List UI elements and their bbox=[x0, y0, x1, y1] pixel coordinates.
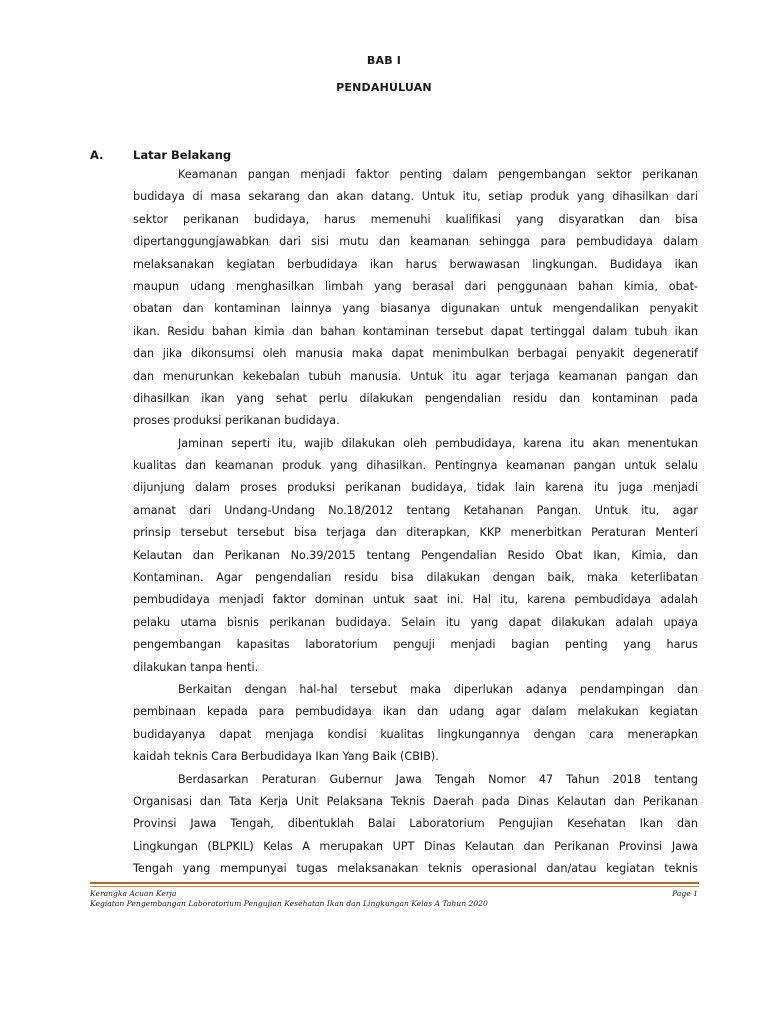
footer-doc-type: Kerangka Acuan Kerja bbox=[90, 889, 177, 898]
text-line: Tengah yang mempunyai tugas melaksanakan teknis operasional dan/atau kegiatan teknis bbox=[133, 862, 698, 876]
text-line: melaksanakan kegiatan berbudidaya ikan harus berwawasan lingkungan. Budidaya ikan bbox=[133, 257, 698, 271]
footer-activity: Kegiatan Pengembangan Laboratorium Pengujian Kesehatan Ikan dan Lingkungan Kelas A Tahun 2020 bbox=[90, 898, 488, 908]
text-line: maupun udang menghasilkan limbah yang berasal dari penggunaan bahan kimia, obat- bbox=[133, 279, 698, 293]
text-line: kaidah teknis Cara Berbudidaya Ikan Yang Baik (CBIB). bbox=[133, 750, 439, 764]
text-line: ikan. Residu bahan kimia dan bahan kontaminan tersebut dapat tertinggal dalam tubuh ikan bbox=[133, 324, 698, 338]
text-line: Keamanan pangan menjadi faktor penting dalam pengembangan sektor perikanan bbox=[178, 168, 698, 181]
text-line: prinsip tersebut tersebut bisa terjaga dan diterapkan, KKP menerbitkan Peraturan Menteri bbox=[133, 526, 698, 540]
footer-rule bbox=[90, 882, 699, 884]
text-line: dan jika dikonsumsi oleh manusia maka dapat menimbulkan berbagai penyakit degeneratif bbox=[133, 347, 698, 361]
text-line: Berkaitan dengan hal-hal tersebut maka diperlukan adanya pendampingan dan bbox=[178, 682, 698, 696]
text-line: Kontaminan. Agar pengendalian residu bisa dilakukan dengan baik, maka keterlibatan bbox=[133, 571, 698, 585]
text-line: sektor perikanan budidaya, harus memenuhi kualifikasi yang disyaratkan dan bisa bbox=[133, 212, 698, 226]
text-line: budidaya di masa sekarang dan akan datang. Untuk itu, setiap produk yang dihasilkan dari bbox=[133, 190, 698, 204]
text-line: dipertanggungjawabkan dari sisi mutu dan keamanan sehingga para pembudidaya dalam bbox=[133, 235, 698, 249]
text-line: Jaminan seperti itu, wajib dilakukan oleh pembudidaya, karena itu akan menentukan bbox=[178, 436, 698, 450]
chapter-title: PENDAHULUAN bbox=[336, 81, 432, 94]
text-line: pembinaan kepada para pembudidaya ikan dan udang agar dalam melakukan kegiatan bbox=[133, 705, 698, 719]
footer-text bbox=[90, 889, 488, 908]
section-number: A. bbox=[90, 148, 104, 162]
text-line: Lingkungan (BLPKIL) Kelas A merupakan UPT Dinas Kelautan dan Perikanan Provinsi Jawa bbox=[133, 839, 698, 853]
text-line: Organisasi dan Tata Kerja Unit Pelaksana Teknis Daerah pada Dinas Kelautan dan Perikanan bbox=[133, 794, 698, 808]
text-line: pembudidaya menjadi faktor dominan untuk saat ini. Hal itu, karena pembudidaya adalah bbox=[133, 593, 698, 607]
text-line: dan menurunkan kekebalan tubuh manusia. Untuk itu agar terjaga keamanan pangan dan bbox=[133, 369, 698, 383]
text-line: dijunjung dalam proses produksi perikanan budidaya, tidak lain karena itu juga menjadi bbox=[133, 481, 698, 495]
text-line: pengembangan kapasitas laboratorium penguji menjadi bagian penting yang harus bbox=[133, 638, 698, 652]
text-line: dihasilkan ikan yang sehat perlu dilakukan pengendalian residu dan kontaminan pada bbox=[133, 391, 698, 405]
body-text bbox=[133, 164, 698, 881]
chapter-number: BAB I bbox=[366, 54, 402, 67]
footer-rule-thin bbox=[90, 886, 699, 887]
text-line: Berdasarkan Peraturan Gubernur Jawa Tengah Nomor 47 Tahun 2018 tentang bbox=[178, 772, 698, 786]
text-line: dilakukan tanpa henti. bbox=[133, 660, 259, 674]
text-line: Kelautan dan Perikanan No.39/2015 tentang Pengendalian Resido Obat Ikan, Kimia, dan bbox=[133, 548, 698, 562]
text-line: obatan dan kontaminan lainnya yang biasanya digunakan untuk mengendalikan penyakit bbox=[133, 302, 698, 316]
text-line: Provinsi Jawa Tengah, dibentuklah Balai Laboratorium Pengujian Kesehatan Ikan dan bbox=[133, 817, 698, 831]
text-line: amanat dari Undang-Undang No.18/2012 tentang Ketahanan Pangan. Untuk itu, agar bbox=[133, 503, 698, 517]
text-line: budidayanya dapat menjaga kondisi kualitas lingkungannya dengan cara menerapkan bbox=[133, 727, 698, 741]
text-line: pelaku utama bisnis perikanan budidaya. Selain itu yang dapat dilakukan adalah upaya bbox=[133, 615, 698, 629]
page-number: Page 1 bbox=[672, 889, 698, 898]
text-line: kualitas dan keamanan produk yang dihasilkan. Pentingnya keamanan pangan untuk selalu bbox=[133, 459, 698, 473]
section-title: Latar Belakang bbox=[133, 148, 232, 162]
text-line: proses produksi perikanan budidaya. bbox=[133, 414, 340, 428]
